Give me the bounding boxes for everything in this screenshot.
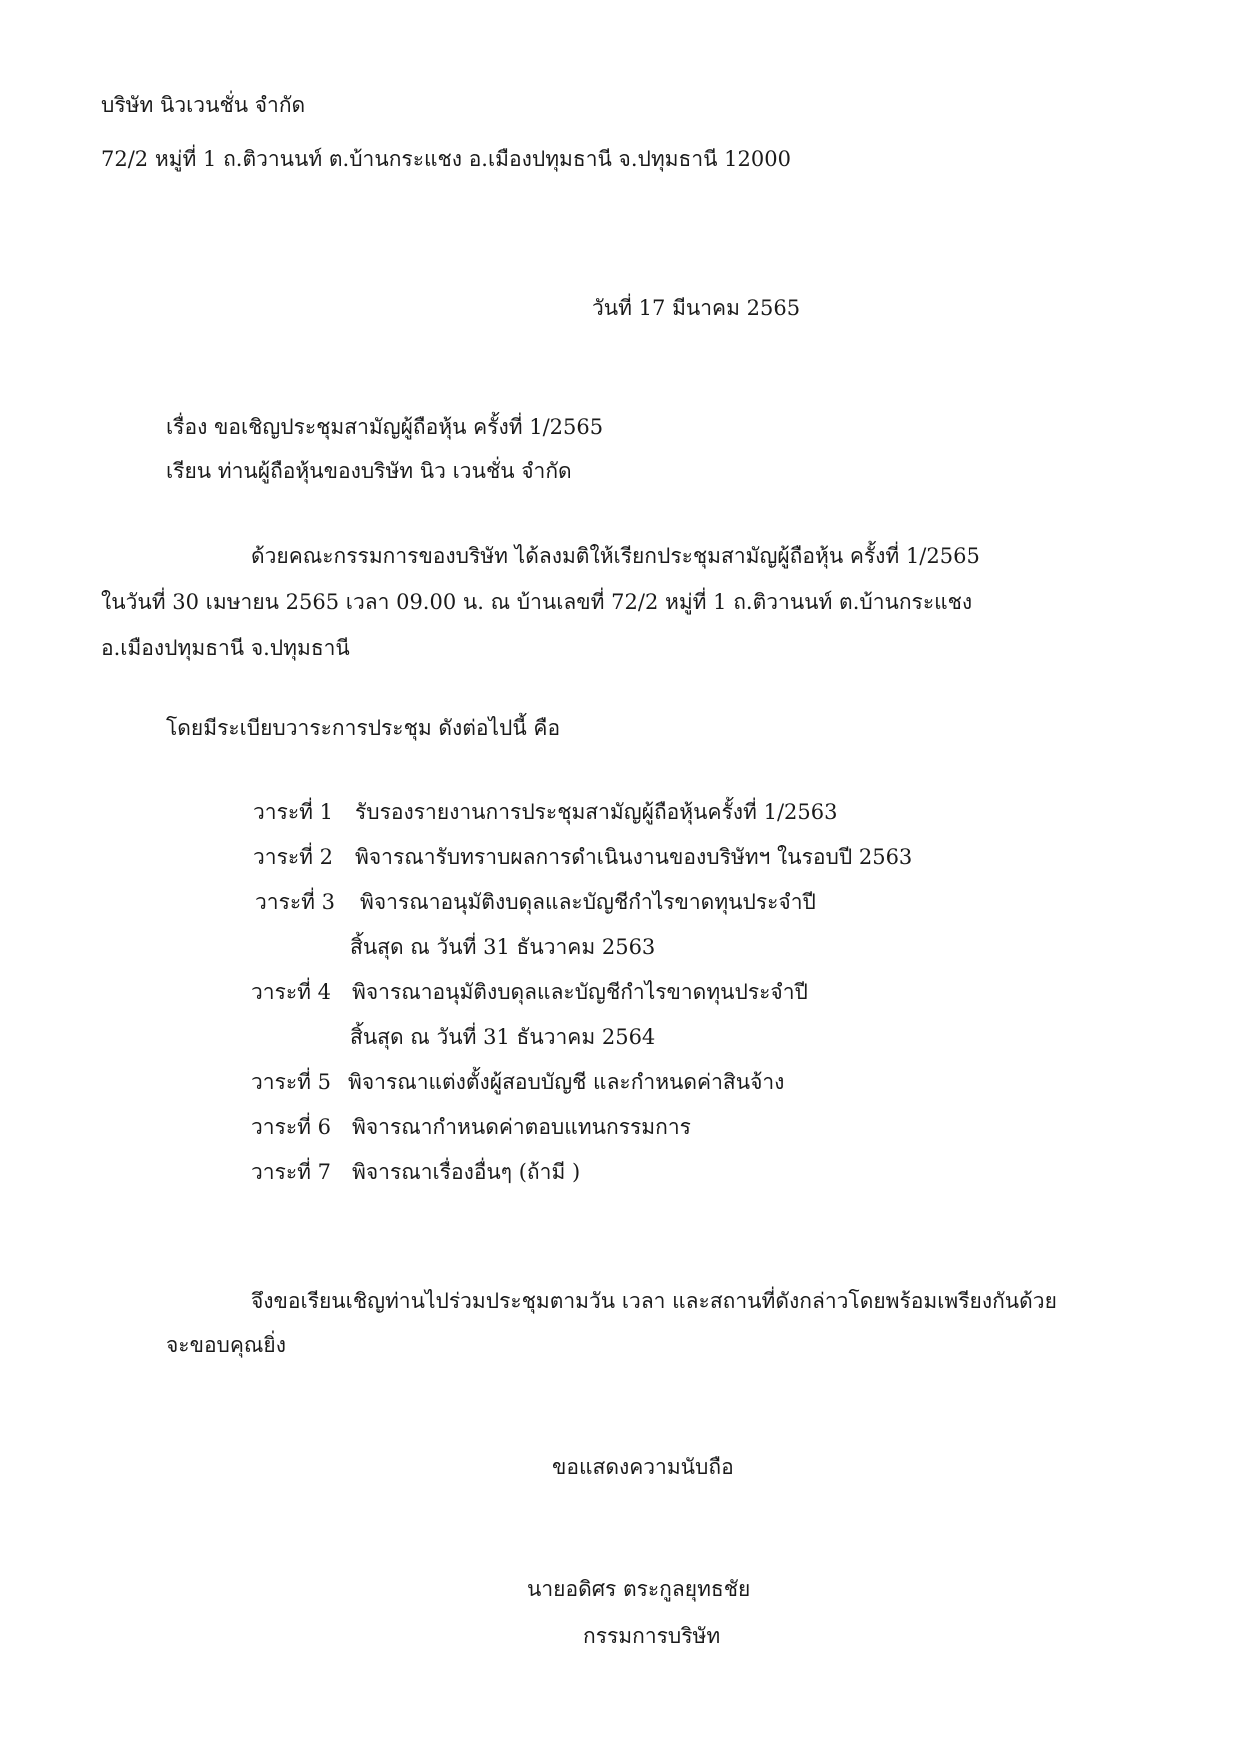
agenda-item: [253, 800, 1153, 828]
agenda-item-text: พิจารณาอนุมัติงบดุลและบัญชีกำไรขาดทุนประจำปี: [352, 980, 808, 1004]
agenda-item: [251, 1115, 1151, 1143]
company-address: 72/2 หมู่ที่ 1 ถ.ติวานนท์ ต.บ้านกระแชง อ.เมืองปทุมธานี จ.ปทุมธานี 12000: [101, 147, 791, 171]
closing-line-1: จึงขอเรียนเชิญท่านไปร่วมประชุมตามวัน เวลา และสถานที่ดังกล่าวโดยพร้อมเพรียงกันด้วย: [251, 1289, 1057, 1313]
body-line-1: ด้วยคณะกรรมการของบริษัท ได้ลงมติให้เรียกประชุมสามัญผู้ถือหุ้น ครั้งที่ 1/2565: [251, 544, 980, 568]
signatory-name: นายอดิศร ตระกูลยุทธชัย: [527, 1577, 751, 1601]
agenda-item-label: วาระที่ 2: [253, 845, 334, 869]
closing-line-2: จะขอบคุณยิ่ง: [166, 1333, 286, 1357]
company-name: บริษัท นิวเวนชั่น จำกัด: [101, 93, 306, 117]
agenda-item-label: วาระที่ 1: [253, 800, 334, 824]
agenda-item-text: พิจารณากำหนดค่าตอบแทนกรรมการ: [352, 1115, 691, 1139]
agenda-item-label: วาระที่ 3: [255, 890, 336, 914]
agenda-item-text: รับรองรายงานการประชุมสามัญผู้ถือหุ้นครั้งที่ 1/2563: [355, 800, 838, 824]
agenda-item-continuation: สิ้นสุด ณ วันที่ 31 ธันวาคม 2563: [350, 935, 656, 959]
agenda-item: [251, 1070, 1151, 1098]
signatory-title: กรรมการบริษัท: [583, 1624, 721, 1648]
agenda-item-continuation: สิ้นสุด ณ วันที่ 31 ธันวาคม 2564: [350, 1025, 656, 1049]
body-line-3: อ.เมืองปทุมธานี จ.ปทุมธานี: [101, 636, 350, 660]
agenda-item: [251, 980, 1151, 1008]
agenda-item: [255, 890, 1155, 918]
letter-subject: เรื่อง ขอเชิญประชุมสามัญผู้ถือหุ้น ครั้งที่ 1/2565: [166, 415, 604, 439]
agenda-item-label: วาระที่ 4: [251, 980, 332, 1004]
agenda-intro: โดยมีระเบียบวาระการประชุม ดังต่อไปนี้ คือ: [166, 716, 561, 740]
agenda-item-label: วาระที่ 5: [251, 1070, 332, 1094]
body-line-2: ในวันที่ 30 เมษายน 2565 เวลา 09.00 น. ณ บ้านเลขที่ 72/2 หมู่ที่ 1 ถ.ติวานนท์ ต.บ้านกระแชง: [101, 590, 973, 614]
letter-recipient: เรียน ท่านผู้ถือหุ้นของบริษัท นิว เวนชั่น จำกัด: [166, 459, 572, 483]
agenda-item-text: พิจารณาอนุมัติงบดุลและบัญชีกำไรขาดทุนประจำปี: [360, 890, 816, 914]
agenda-item-label: วาระที่ 6: [251, 1115, 332, 1139]
agenda-item-label: วาระที่ 7: [251, 1160, 332, 1184]
letter-date: วันที่ 17 มีนาคม 2565: [592, 296, 801, 320]
agenda-item-text: พิจารณารับทราบผลการดำเนินงานของบริษัทฯ ในรอบปี 2563: [355, 845, 913, 869]
agenda-item-text: พิจารณาเรื่องอื่นๆ (ถ้ามี ): [352, 1160, 581, 1184]
agenda-item: [253, 845, 1153, 873]
agenda-item-text: พิจารณาแต่งตั้งผู้สอบบัญชี และกำหนดค่าสินจ้าง: [348, 1070, 785, 1094]
agenda-item: [251, 1160, 1151, 1188]
salutation: ขอแสดงความนับถือ: [552, 1455, 734, 1479]
